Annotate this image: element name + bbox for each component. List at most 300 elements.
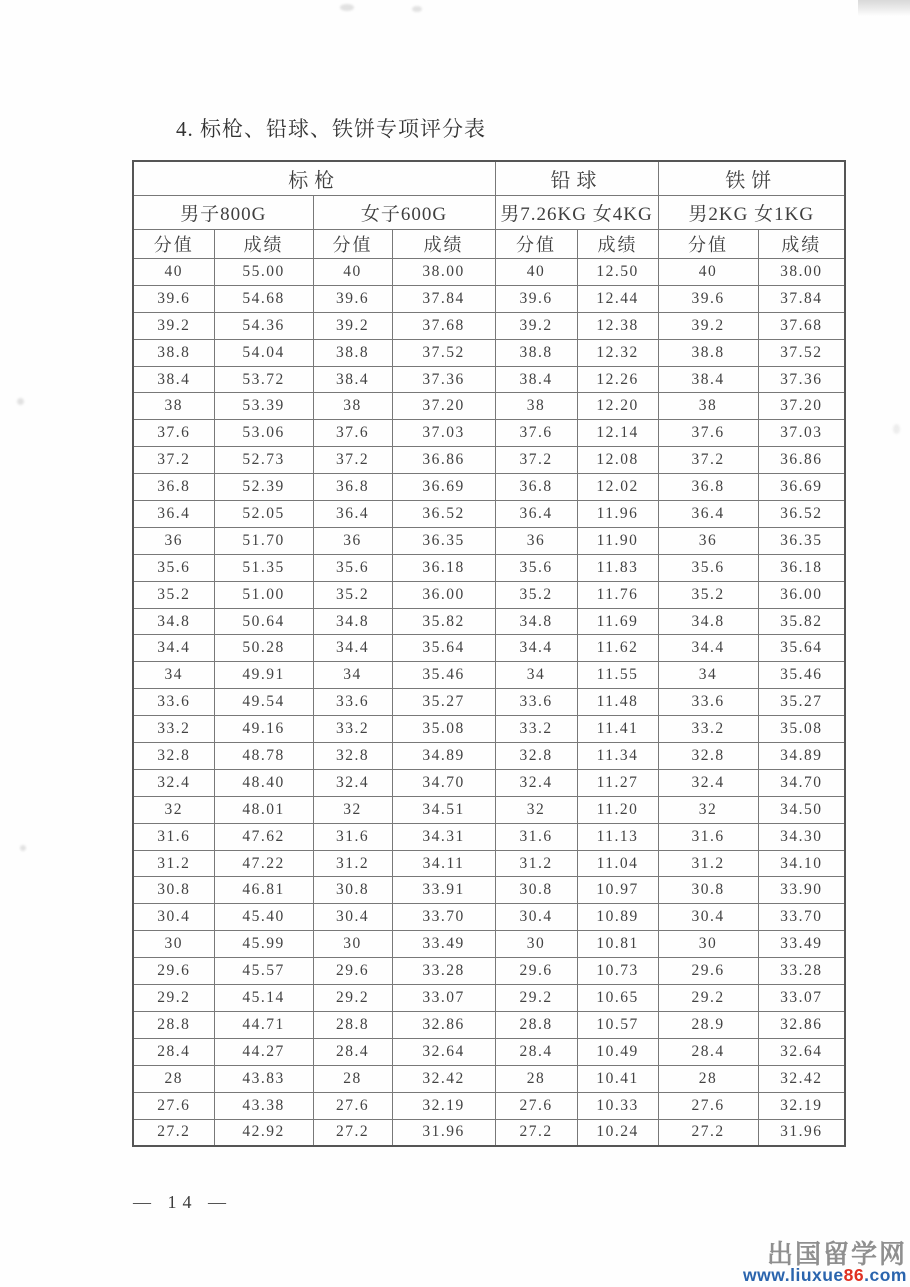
performance-cell: 32.64 <box>392 1038 495 1065</box>
score-value-cell: 37.2 <box>133 447 214 474</box>
performance-cell: 36.18 <box>758 554 845 581</box>
performance-cell: 10.65 <box>577 985 658 1012</box>
performance-cell: 49.54 <box>214 689 313 716</box>
score-value-cell: 28.4 <box>495 1038 577 1065</box>
score-value-cell: 30.8 <box>313 877 392 904</box>
table-row <box>133 796 845 823</box>
score-value-cell: 39.6 <box>658 285 758 312</box>
table-row <box>133 1092 845 1119</box>
performance-cell: 33.91 <box>392 877 495 904</box>
weight-header: 男2KG 女1KG <box>658 196 845 230</box>
performance-cell: 12.32 <box>577 339 658 366</box>
score-value-cell: 38.8 <box>313 339 392 366</box>
score-value-cell: 39.2 <box>313 312 392 339</box>
performance-cell: 10.89 <box>577 904 658 931</box>
performance-cell: 53.72 <box>214 366 313 393</box>
performance-cell: 53.06 <box>214 420 313 447</box>
performance-cell: 34.89 <box>758 743 845 770</box>
performance-cell: 45.99 <box>214 931 313 958</box>
table-row <box>133 904 845 931</box>
score-value-cell: 28.9 <box>658 1011 758 1038</box>
performance-cell: 10.33 <box>577 1092 658 1119</box>
score-value-cell: 29.2 <box>658 985 758 1012</box>
score-value-cell: 40 <box>313 259 392 286</box>
score-value-cell: 38.8 <box>658 339 758 366</box>
score-value-cell: 28.8 <box>133 1011 214 1038</box>
performance-cell: 12.02 <box>577 474 658 501</box>
score-value-cell: 27.2 <box>495 1119 577 1146</box>
performance-cell: 12.20 <box>577 393 658 420</box>
score-value-cell: 31.2 <box>495 850 577 877</box>
score-value-cell: 38.8 <box>495 339 577 366</box>
score-value-cell: 37.2 <box>313 447 392 474</box>
performance-cell: 38.00 <box>758 259 845 286</box>
score-value-cell: 39.6 <box>313 285 392 312</box>
score-value-cell: 33.2 <box>658 716 758 743</box>
table-row <box>133 1038 845 1065</box>
column-header: 分值 <box>658 230 758 259</box>
performance-cell: 12.38 <box>577 312 658 339</box>
performance-cell: 33.07 <box>758 985 845 1012</box>
table-row <box>133 285 845 312</box>
performance-cell: 31.96 <box>758 1119 845 1146</box>
performance-cell: 34.70 <box>758 769 845 796</box>
score-value-cell: 27.6 <box>313 1092 392 1119</box>
event-group-header: 标枪 <box>133 161 495 196</box>
score-value-cell: 34.4 <box>658 635 758 662</box>
performance-cell: 33.49 <box>758 931 845 958</box>
score-value-cell: 31.6 <box>658 823 758 850</box>
score-value-cell: 36 <box>658 527 758 554</box>
weight-header: 女子600G <box>313 196 495 230</box>
performance-cell: 10.49 <box>577 1038 658 1065</box>
weight-header-row <box>133 196 845 230</box>
performance-cell: 12.08 <box>577 447 658 474</box>
performance-cell: 36.18 <box>392 554 495 581</box>
score-value-cell: 32.8 <box>658 743 758 770</box>
performance-cell: 36.69 <box>392 474 495 501</box>
performance-cell: 44.71 <box>214 1011 313 1038</box>
performance-cell: 48.40 <box>214 769 313 796</box>
score-value-cell: 40 <box>495 259 577 286</box>
score-value-cell: 27.6 <box>133 1092 214 1119</box>
score-value-cell: 30.4 <box>495 904 577 931</box>
performance-cell: 36.35 <box>758 527 845 554</box>
column-header: 分值 <box>313 230 392 259</box>
score-value-cell: 28 <box>658 1065 758 1092</box>
page-number: — 14 — <box>133 1192 232 1212</box>
table-row <box>133 662 845 689</box>
performance-cell: 33.28 <box>392 958 495 985</box>
column-header: 分值 <box>495 230 577 259</box>
performance-cell: 32.19 <box>392 1092 495 1119</box>
score-value-cell: 36.8 <box>658 474 758 501</box>
performance-cell: 43.83 <box>214 1065 313 1092</box>
performance-cell: 12.50 <box>577 259 658 286</box>
performance-cell: 37.03 <box>392 420 495 447</box>
score-value-cell: 35.2 <box>495 581 577 608</box>
score-value-cell: 33.2 <box>313 716 392 743</box>
performance-cell: 11.83 <box>577 554 658 581</box>
event-group-header: 铅球 <box>495 161 658 196</box>
score-value-cell: 37.6 <box>133 420 214 447</box>
score-value-cell: 36.4 <box>495 501 577 528</box>
performance-cell: 54.68 <box>214 285 313 312</box>
table-row <box>133 850 845 877</box>
score-value-cell: 28.4 <box>313 1038 392 1065</box>
performance-cell: 32.42 <box>758 1065 845 1092</box>
performance-cell: 38.00 <box>392 259 495 286</box>
scoring-table <box>132 160 846 1147</box>
performance-cell: 37.03 <box>758 420 845 447</box>
score-value-cell: 33.6 <box>313 689 392 716</box>
table-row <box>133 312 845 339</box>
score-value-cell: 34.8 <box>313 608 392 635</box>
performance-cell: 11.48 <box>577 689 658 716</box>
score-value-cell: 39.2 <box>495 312 577 339</box>
score-value-cell: 29.6 <box>495 958 577 985</box>
score-value-cell: 35.6 <box>313 554 392 581</box>
performance-cell: 45.14 <box>214 985 313 1012</box>
score-value-cell: 37.2 <box>495 447 577 474</box>
performance-cell: 10.73 <box>577 958 658 985</box>
performance-cell: 36.35 <box>392 527 495 554</box>
score-value-cell: 36.4 <box>133 501 214 528</box>
score-value-cell: 29.2 <box>133 985 214 1012</box>
scan-artifact <box>412 6 422 12</box>
performance-cell: 35.08 <box>392 716 495 743</box>
score-value-cell: 35.2 <box>133 581 214 608</box>
score-value-cell: 28.4 <box>658 1038 758 1065</box>
score-value-cell: 34.8 <box>495 608 577 635</box>
performance-cell: 31.96 <box>392 1119 495 1146</box>
performance-cell: 34.30 <box>758 823 845 850</box>
table-row <box>133 366 845 393</box>
score-value-cell: 30 <box>133 931 214 958</box>
score-value-cell: 32.4 <box>313 769 392 796</box>
score-value-cell: 28.4 <box>133 1038 214 1065</box>
performance-cell: 10.24 <box>577 1119 658 1146</box>
score-value-cell: 40 <box>658 259 758 286</box>
performance-cell: 37.84 <box>758 285 845 312</box>
performance-cell: 45.57 <box>214 958 313 985</box>
watermark-site-name: 出国留学网 <box>766 1238 907 1269</box>
performance-cell: 12.44 <box>577 285 658 312</box>
performance-cell: 11.55 <box>577 662 658 689</box>
table-row <box>133 635 845 662</box>
score-value-cell: 32 <box>495 796 577 823</box>
score-value-cell: 36.4 <box>658 501 758 528</box>
score-value-cell: 32.4 <box>133 769 214 796</box>
performance-cell: 54.36 <box>214 312 313 339</box>
performance-cell: 32.42 <box>392 1065 495 1092</box>
performance-cell: 36.52 <box>392 501 495 528</box>
performance-cell: 36.00 <box>758 581 845 608</box>
performance-cell: 11.04 <box>577 850 658 877</box>
performance-cell: 10.97 <box>577 877 658 904</box>
table-row <box>133 877 845 904</box>
watermark-url-suffix: .com <box>864 1265 907 1286</box>
score-value-cell: 28.8 <box>495 1011 577 1038</box>
score-value-cell: 34.4 <box>495 635 577 662</box>
score-value-cell: 29.2 <box>495 985 577 1012</box>
scan-artifact <box>20 845 26 851</box>
scan-artifact <box>340 4 354 11</box>
performance-cell: 32.86 <box>392 1011 495 1038</box>
score-value-cell: 31.2 <box>313 850 392 877</box>
table-row <box>133 501 845 528</box>
performance-cell: 54.04 <box>214 339 313 366</box>
group-header-row <box>133 161 845 196</box>
score-value-cell: 36 <box>133 527 214 554</box>
table-row <box>133 259 845 286</box>
performance-cell: 11.20 <box>577 796 658 823</box>
score-value-cell: 38 <box>133 393 214 420</box>
performance-cell: 11.62 <box>577 635 658 662</box>
score-value-cell: 30.4 <box>658 904 758 931</box>
table-row <box>133 689 845 716</box>
score-value-cell: 37.6 <box>495 420 577 447</box>
performance-cell: 51.70 <box>214 527 313 554</box>
table-row <box>133 985 845 1012</box>
performance-cell: 11.90 <box>577 527 658 554</box>
performance-cell: 12.14 <box>577 420 658 447</box>
score-value-cell: 32 <box>313 796 392 823</box>
score-value-cell: 38.4 <box>133 366 214 393</box>
score-value-cell: 35.2 <box>313 581 392 608</box>
column-header: 分值 <box>133 230 214 259</box>
performance-cell: 37.36 <box>758 366 845 393</box>
score-value-cell: 35.6 <box>133 554 214 581</box>
score-value-cell: 33.6 <box>658 689 758 716</box>
score-value-cell: 28.8 <box>313 1011 392 1038</box>
score-value-cell: 37.6 <box>313 420 392 447</box>
table-row <box>133 931 845 958</box>
performance-cell: 37.20 <box>758 393 845 420</box>
performance-cell: 36.86 <box>758 447 845 474</box>
performance-cell: 11.41 <box>577 716 658 743</box>
table-row <box>133 1065 845 1092</box>
score-value-cell: 35.6 <box>495 554 577 581</box>
score-value-cell: 34 <box>133 662 214 689</box>
performance-cell: 32.86 <box>758 1011 845 1038</box>
score-value-cell: 27.6 <box>658 1092 758 1119</box>
performance-cell: 53.39 <box>214 393 313 420</box>
score-value-cell: 38 <box>495 393 577 420</box>
performance-cell: 34.11 <box>392 850 495 877</box>
score-value-cell: 38.4 <box>658 366 758 393</box>
score-value-cell: 38.4 <box>313 366 392 393</box>
table-row <box>133 527 845 554</box>
performance-cell: 42.92 <box>214 1119 313 1146</box>
score-value-cell: 38 <box>658 393 758 420</box>
performance-cell: 35.64 <box>392 635 495 662</box>
score-value-cell: 32.8 <box>495 743 577 770</box>
score-value-cell: 38.8 <box>133 339 214 366</box>
score-value-cell: 34.4 <box>133 635 214 662</box>
table-row <box>133 554 845 581</box>
score-value-cell: 31.6 <box>133 823 214 850</box>
performance-cell: 11.69 <box>577 608 658 635</box>
score-value-cell: 32.4 <box>495 769 577 796</box>
score-value-cell: 30 <box>658 931 758 958</box>
score-value-cell: 30.8 <box>495 877 577 904</box>
performance-cell: 32.64 <box>758 1038 845 1065</box>
performance-cell: 35.27 <box>392 689 495 716</box>
score-value-cell: 27.2 <box>658 1119 758 1146</box>
performance-cell: 35.82 <box>758 608 845 635</box>
score-value-cell: 34 <box>495 662 577 689</box>
watermark-url-highlight: 86 <box>843 1265 865 1286</box>
score-value-cell: 30.8 <box>133 877 214 904</box>
table-row <box>133 716 845 743</box>
score-value-cell: 27.6 <box>495 1092 577 1119</box>
performance-cell: 37.20 <box>392 393 495 420</box>
score-value-cell: 28 <box>495 1065 577 1092</box>
score-value-cell: 40 <box>133 259 214 286</box>
score-value-cell: 27.2 <box>313 1119 392 1146</box>
table-row <box>133 474 845 501</box>
performance-cell: 50.28 <box>214 635 313 662</box>
performance-cell: 45.40 <box>214 904 313 931</box>
performance-cell: 10.41 <box>577 1065 658 1092</box>
score-value-cell: 33.6 <box>133 689 214 716</box>
performance-cell: 50.64 <box>214 608 313 635</box>
score-value-cell: 36.4 <box>313 501 392 528</box>
performance-cell: 11.27 <box>577 769 658 796</box>
score-value-cell: 37.2 <box>658 447 758 474</box>
watermark-url-prefix: www.liuxue <box>743 1265 844 1286</box>
performance-cell: 49.16 <box>214 716 313 743</box>
scan-artifact <box>858 0 910 16</box>
performance-cell: 36.69 <box>758 474 845 501</box>
score-value-cell: 32.8 <box>133 743 214 770</box>
watermark-site-url <box>743 1267 907 1285</box>
column-header: 成绩 <box>577 230 658 259</box>
score-value-cell: 31.2 <box>133 850 214 877</box>
performance-cell: 55.00 <box>214 259 313 286</box>
performance-cell: 51.35 <box>214 554 313 581</box>
performance-cell: 48.01 <box>214 796 313 823</box>
table-row <box>133 958 845 985</box>
weight-header: 男子800G <box>133 196 313 230</box>
score-value-cell: 30 <box>495 931 577 958</box>
performance-cell: 32.19 <box>758 1092 845 1119</box>
performance-cell: 10.81 <box>577 931 658 958</box>
performance-cell: 35.27 <box>758 689 845 716</box>
score-value-cell: 29.6 <box>313 958 392 985</box>
table-row <box>133 393 845 420</box>
score-value-cell: 38 <box>313 393 392 420</box>
table-row <box>133 608 845 635</box>
score-value-cell: 31.2 <box>658 850 758 877</box>
score-value-cell: 34 <box>313 662 392 689</box>
table-row <box>133 420 845 447</box>
score-value-cell: 29.2 <box>313 985 392 1012</box>
score-value-cell: 35.2 <box>658 581 758 608</box>
score-value-cell: 31.6 <box>495 823 577 850</box>
table-row <box>133 743 845 770</box>
performance-cell: 37.36 <box>392 366 495 393</box>
event-group-header: 铁饼 <box>658 161 845 196</box>
table-row <box>133 339 845 366</box>
column-header-row <box>133 230 845 259</box>
performance-cell: 10.57 <box>577 1011 658 1038</box>
performance-cell: 34.31 <box>392 823 495 850</box>
performance-cell: 33.07 <box>392 985 495 1012</box>
score-value-cell: 32 <box>658 796 758 823</box>
performance-cell: 44.27 <box>214 1038 313 1065</box>
performance-cell: 33.90 <box>758 877 845 904</box>
performance-cell: 35.46 <box>758 662 845 689</box>
scan-artifact <box>893 424 900 434</box>
score-value-cell: 36.8 <box>495 474 577 501</box>
score-value-cell: 27.2 <box>133 1119 214 1146</box>
performance-cell: 35.82 <box>392 608 495 635</box>
performance-cell: 36.86 <box>392 447 495 474</box>
performance-cell: 33.28 <box>758 958 845 985</box>
score-value-cell: 30.4 <box>133 904 214 931</box>
score-value-cell: 35.6 <box>658 554 758 581</box>
performance-cell: 34.10 <box>758 850 845 877</box>
performance-cell: 35.46 <box>392 662 495 689</box>
table-row <box>133 823 845 850</box>
performance-cell: 33.70 <box>392 904 495 931</box>
score-value-cell: 30.8 <box>658 877 758 904</box>
performance-cell: 47.22 <box>214 850 313 877</box>
performance-cell: 52.73 <box>214 447 313 474</box>
score-value-cell: 36 <box>313 527 392 554</box>
performance-cell: 36.00 <box>392 581 495 608</box>
score-value-cell: 30 <box>313 931 392 958</box>
performance-cell: 35.64 <box>758 635 845 662</box>
score-value-cell: 39.6 <box>133 285 214 312</box>
score-value-cell: 34.8 <box>658 608 758 635</box>
table-header <box>133 161 845 259</box>
score-value-cell: 39.2 <box>133 312 214 339</box>
performance-cell: 52.39 <box>214 474 313 501</box>
performance-cell: 36.52 <box>758 501 845 528</box>
performance-cell: 11.13 <box>577 823 658 850</box>
performance-cell: 37.52 <box>758 339 845 366</box>
score-value-cell: 33.2 <box>133 716 214 743</box>
performance-cell: 34.50 <box>758 796 845 823</box>
table-row <box>133 769 845 796</box>
table-body <box>133 259 845 1146</box>
performance-cell: 47.62 <box>214 823 313 850</box>
score-value-cell: 36 <box>495 527 577 554</box>
score-value-cell: 28 <box>133 1065 214 1092</box>
score-value-cell: 39.2 <box>658 312 758 339</box>
page-title: 4. 标枪、铅球、铁饼专项评分表 <box>176 117 486 141</box>
performance-cell: 46.81 <box>214 877 313 904</box>
score-value-cell: 31.6 <box>313 823 392 850</box>
score-value-cell: 29.6 <box>133 958 214 985</box>
performance-cell: 43.38 <box>214 1092 313 1119</box>
score-value-cell: 34 <box>658 662 758 689</box>
score-value-cell: 32.4 <box>658 769 758 796</box>
score-value-cell: 33.6 <box>495 689 577 716</box>
score-value-cell: 37.6 <box>658 420 758 447</box>
performance-cell: 34.89 <box>392 743 495 770</box>
table-row <box>133 1011 845 1038</box>
performance-cell: 37.68 <box>392 312 495 339</box>
column-header: 成绩 <box>392 230 495 259</box>
column-header: 成绩 <box>214 230 313 259</box>
performance-cell: 37.52 <box>392 339 495 366</box>
performance-cell: 11.96 <box>577 501 658 528</box>
scan-artifact <box>17 398 24 405</box>
